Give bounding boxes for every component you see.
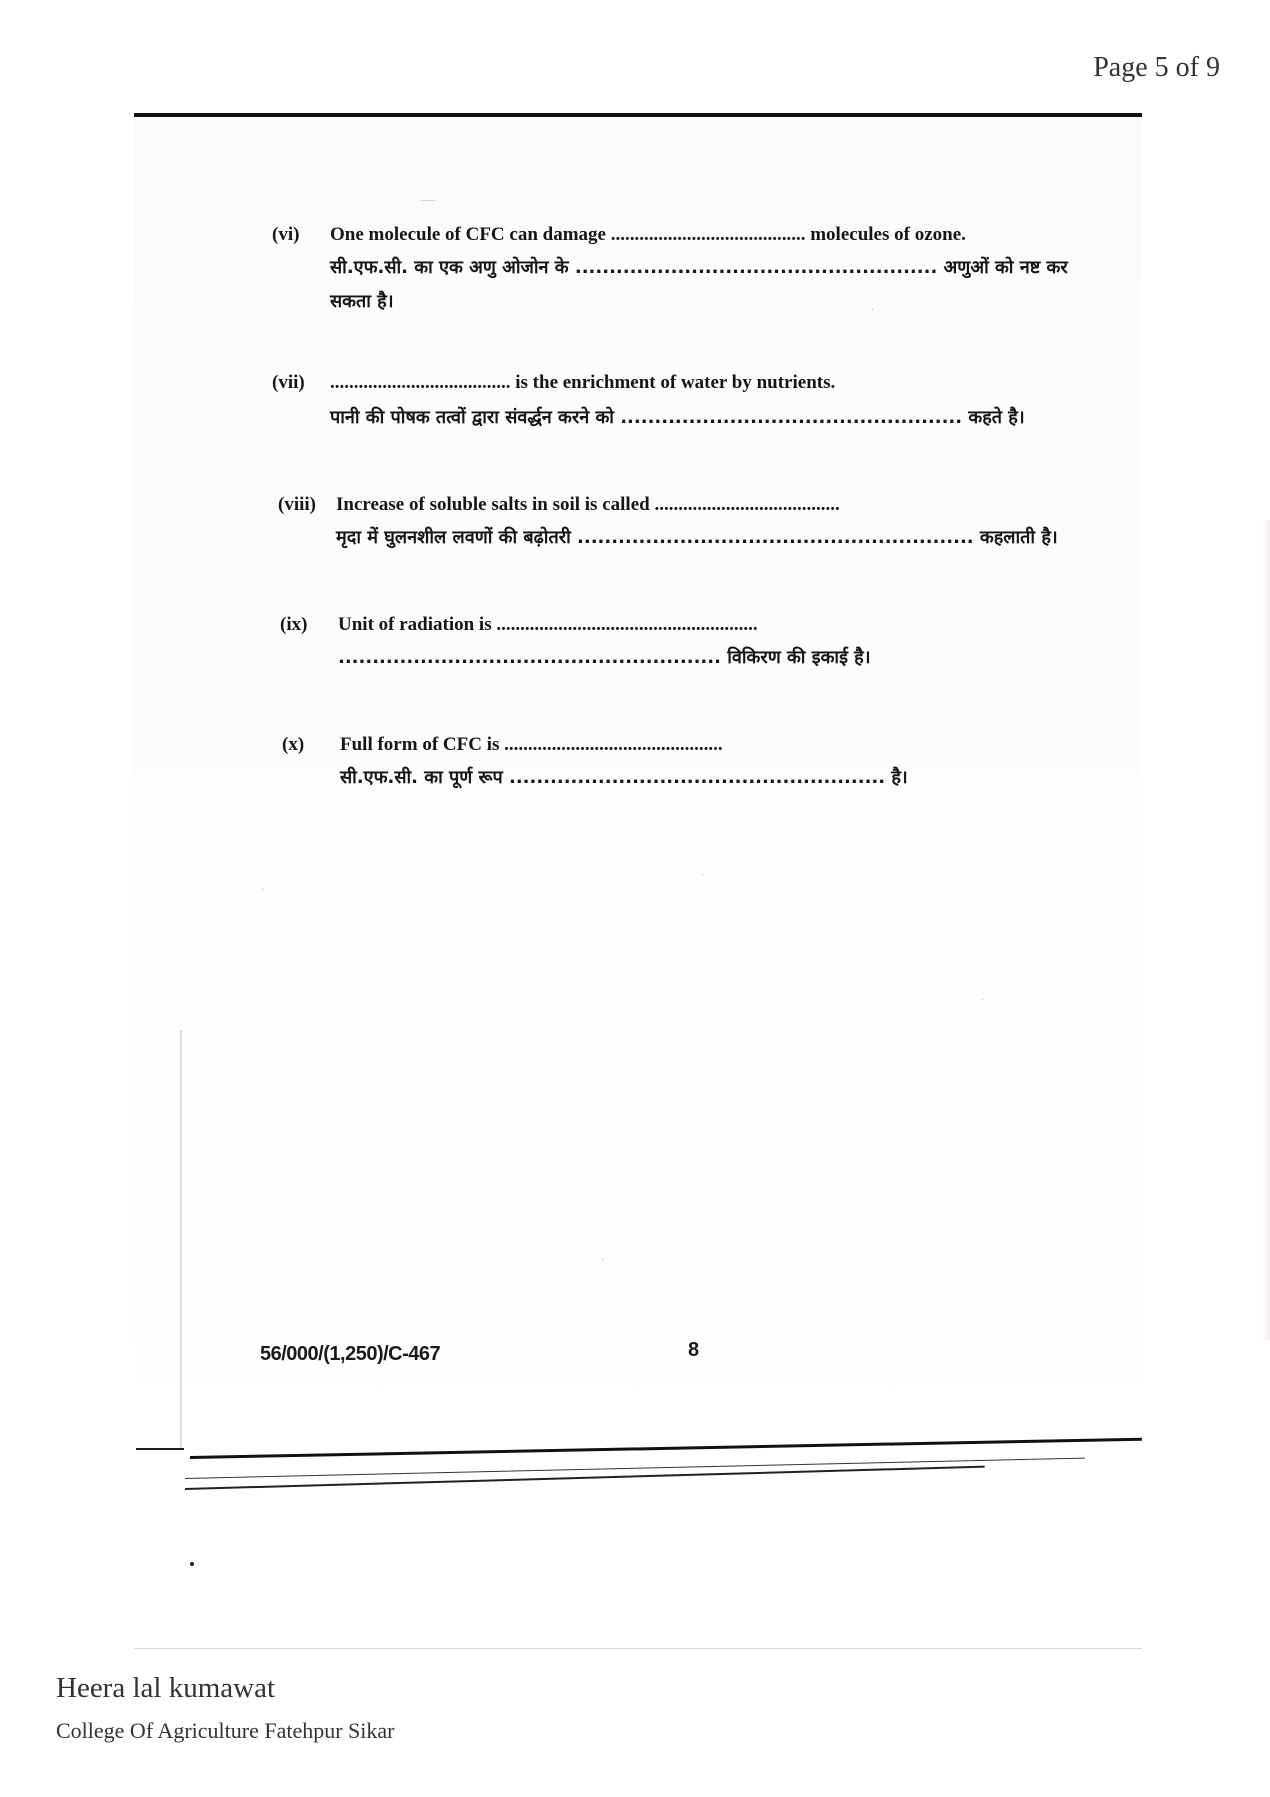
paper-code: 56/000/(1,250)/C-467	[260, 1343, 441, 1365]
question-text-english: Increase of soluble salts in soil is called .......................................	[336, 494, 840, 515]
question-vi	[272, 224, 1102, 324]
question-number: (viii)	[278, 494, 316, 515]
question-text-hindi: सी.एफ.सी. का पूर्ण रूप ....................................................... है।	[340, 767, 908, 788]
scan-edge-stub	[136, 1448, 184, 1450]
question-number: (ix)	[280, 614, 308, 635]
question-text-english: One molecule of CFC can damage ......................................... molecules of ozone.	[330, 224, 966, 245]
bleed-through-mark: ·	[700, 865, 706, 884]
question-text-hindi: पानी की पोषक तत्वों द्वारा संवर्द्धन करने को .................................................. कहते है।	[330, 407, 1025, 428]
college-name: College Of Agriculture Fatehpur Sikar	[56, 1718, 395, 1743]
question-text-english: Unit of radiation is .......................................................	[338, 614, 758, 635]
question-vii	[272, 372, 1102, 442]
question-ix	[280, 614, 1110, 684]
scan-page-number: 8	[688, 1339, 700, 1361]
question-x	[282, 734, 1112, 804]
question-text-hindi: सी.एफ.सी. का एक अणु ओजोन के ..................................................... अणुओं को नष्ट कर	[330, 257, 1068, 278]
question-text-hindi: मृदा में घुलनशील लवणों की बढ़ोतरी .......................................................... कहलाती है।	[336, 527, 1058, 548]
question-number: (vi)	[272, 224, 300, 245]
question-number: (vii)	[272, 372, 305, 393]
footer-rule	[134, 1648, 1142, 1649]
page-number: Page 5 of 9	[1093, 52, 1220, 83]
author-name: Heera lal kumawat	[56, 1672, 276, 1704]
top-rule	[134, 113, 1142, 117]
question-viii	[278, 494, 1108, 564]
bleed-through-mark: ·	[870, 300, 876, 319]
question-number: (x)	[282, 734, 305, 755]
dot-mark	[190, 1562, 194, 1566]
question-text-hindi: ........................................................ विकिरण की इकाई है।	[338, 647, 871, 668]
question-text-english: Full form of CFC is ..............................................	[340, 734, 723, 755]
question-text-hindi-continued: सकता है।	[330, 291, 394, 312]
scan-edge-right	[1262, 520, 1270, 1340]
bleed-through-mark: ·	[260, 880, 266, 899]
scan-edge-left	[180, 1030, 182, 1450]
question-text-english: ...................................... is the enrichment of water by nutrients.	[330, 372, 836, 393]
bleed-through-mark: ·	[600, 1250, 606, 1269]
bleed-through-mark: —	[420, 190, 436, 209]
bleed-through-mark: ·	[980, 990, 986, 1009]
